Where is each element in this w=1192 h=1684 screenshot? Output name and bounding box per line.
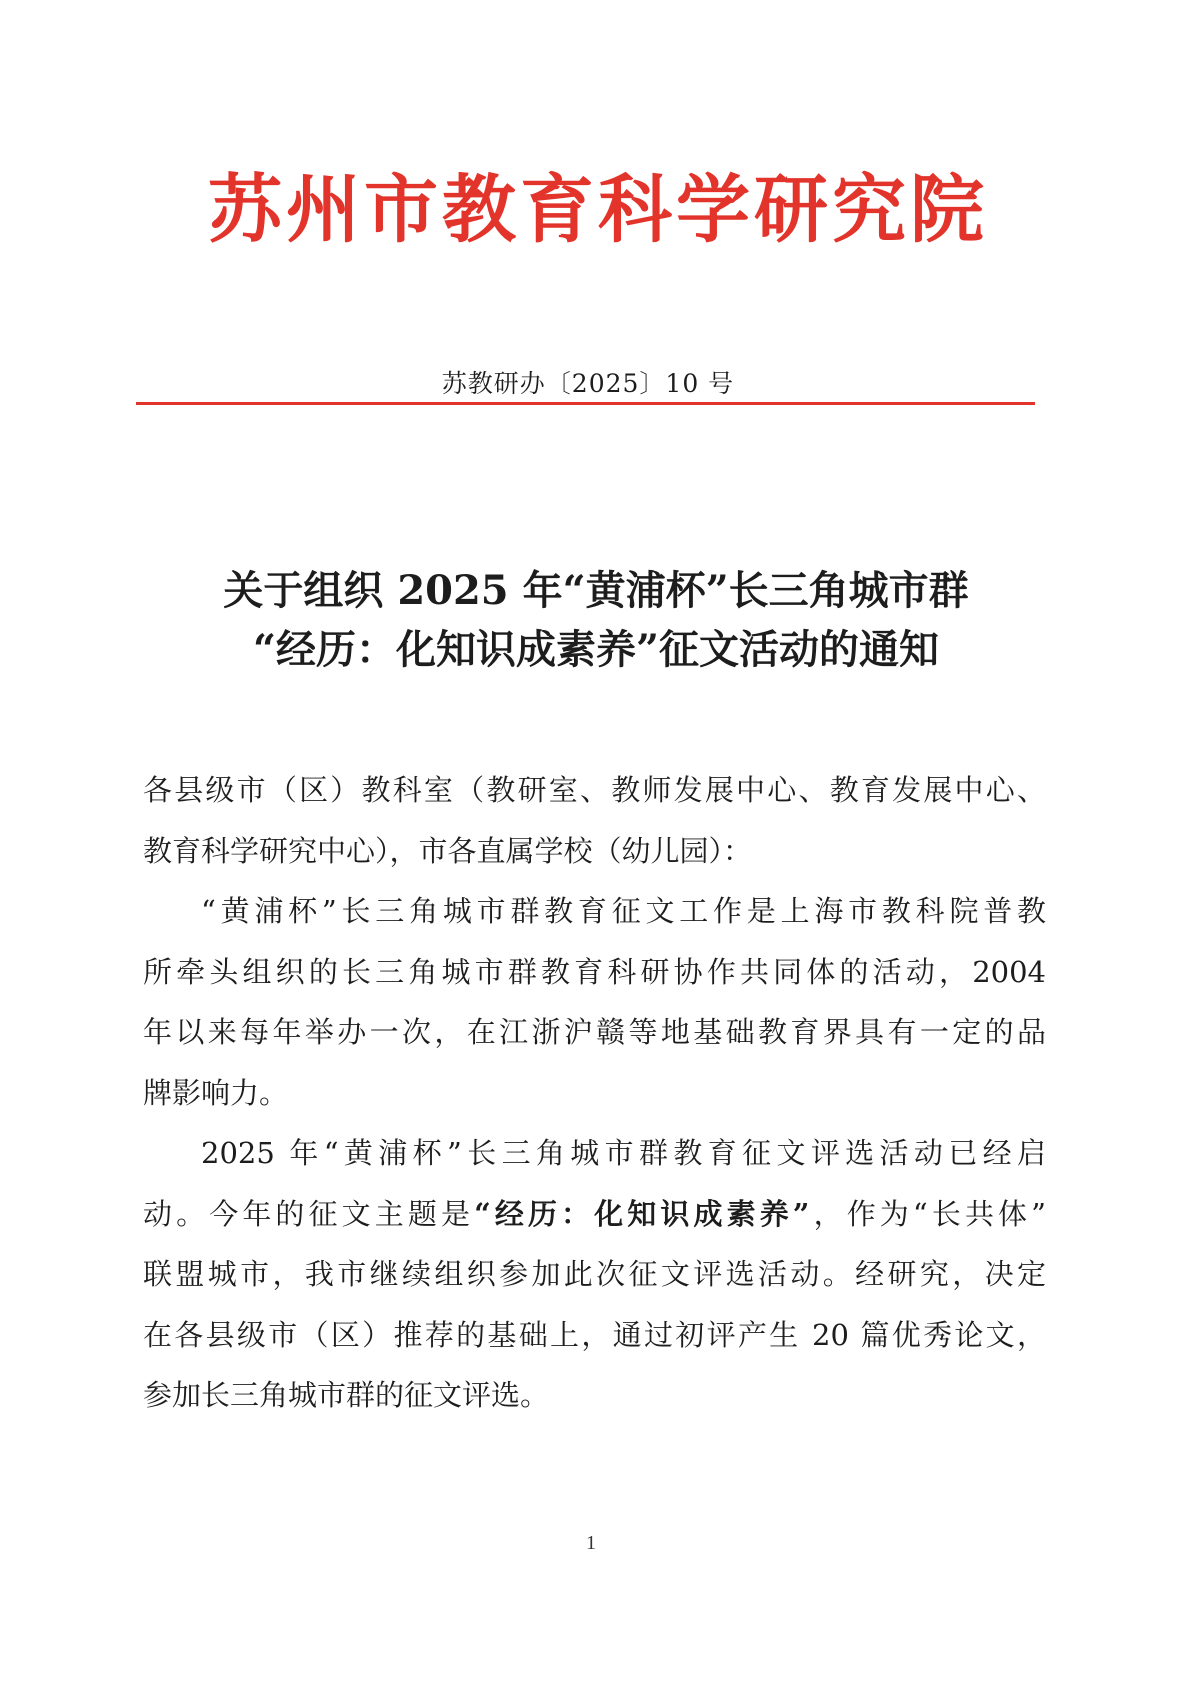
paragraph-line: 参加长三角城市群的征文评选。 [143, 1378, 550, 1412]
issuing-organization-header: 苏州市教育科学研究院 [208, 167, 988, 253]
paragraph-line: 牌影响力。 [143, 1075, 289, 1110]
salutation [143, 760, 1046, 881]
red-separator-line [136, 402, 1035, 405]
paragraph-line: 2025 年“黄浦杯”长三角城市群教育征文评选活动已经启 [201, 1136, 1046, 1170]
document-number: 苏教研办〔2025〕10 号 [441, 369, 735, 398]
paragraph-line: “黄浦杯”长三角城市群教育征文工作是上海市教科院普教 [201, 894, 1046, 928]
theme-intro-text: 动。今年的征文主题是 [143, 1196, 475, 1231]
document-body [143, 760, 1046, 1426]
paragraph-line [143, 1184, 1046, 1245]
theme-trailing-text: ，作为“长共体” [809, 1196, 1046, 1231]
salutation-line: 教育科学研究中心），市各直属学校（幼儿园）： [143, 833, 753, 868]
paragraph-line: 年以来每年举办一次，在江浙沪赣等地基础教育界具有一定的品 [143, 1015, 1046, 1049]
title-line-1: 关于组织 2025 年“黄浦杯”长三角城市群 [223, 567, 969, 614]
salutation-line: 各县级市（区）教科室（教研室、教师发展中心、教育发展中心、 [143, 773, 1046, 807]
paragraph-line: 联盟城市，我市继续组织参加此次征文评选活动。经研究，决定 [143, 1257, 1046, 1291]
document-title [0, 561, 1192, 679]
paragraph-line: 所牵头组织的长三角城市群教育科研协作共同体的活动，2004 [143, 954, 1046, 989]
essay-theme-bold: “经历：化知识成素养” [474, 1196, 810, 1231]
page-number: 1 [586, 1532, 596, 1554]
paragraph-2 [143, 1123, 1046, 1426]
title-line-2: “经历：化知识成素养”征文活动的通知 [252, 626, 939, 673]
paragraph-line: 在各县级市（区）推荐的基础上，通过初评产生 20 篇优秀论文， [143, 1317, 1046, 1352]
paragraph-1 [143, 881, 1046, 1123]
